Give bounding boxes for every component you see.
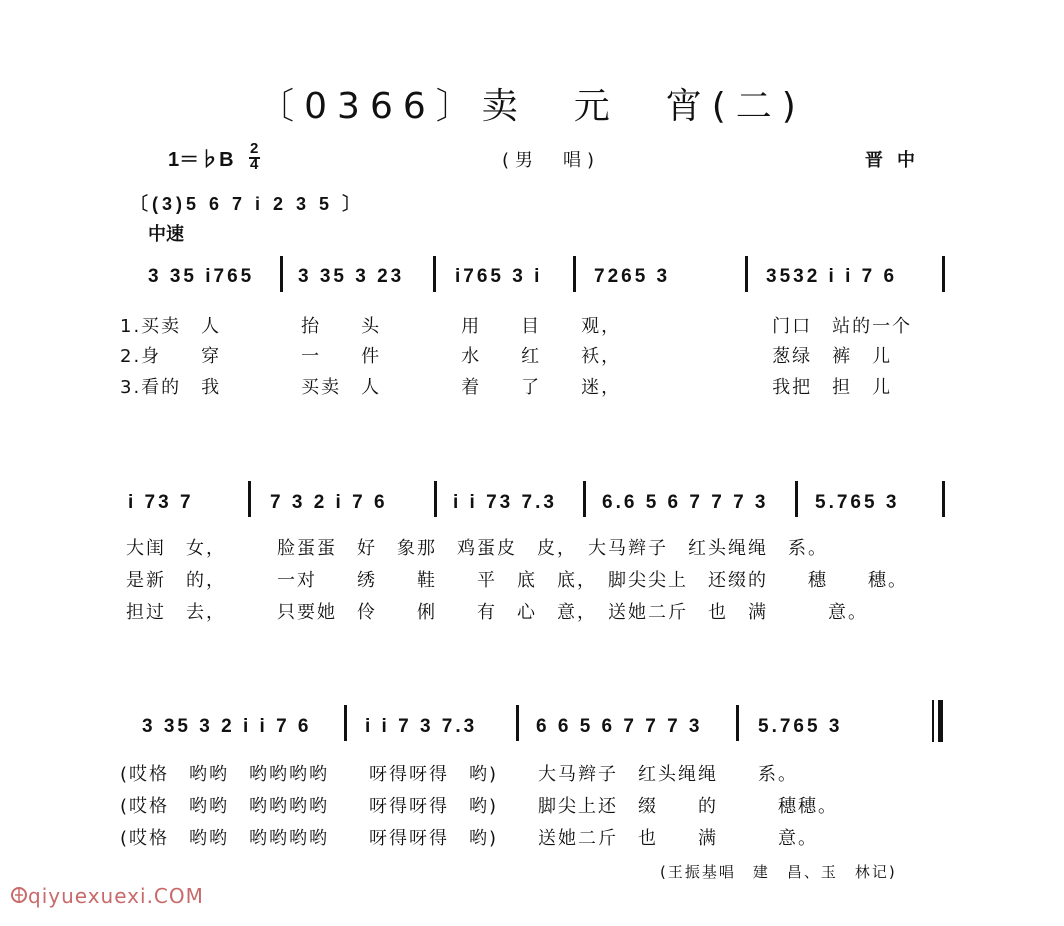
measure: 3 35 3 23 [298, 266, 405, 287]
measure: 7265 3 [594, 266, 671, 287]
watermark-text: qiyuexuexi.COM [28, 884, 204, 908]
lyric-line: 大闺 女， 脸蛋蛋 好 象那 鸡蛋皮 皮， 大马辫子 红头绳绳 系。 [126, 538, 828, 559]
meter-numerator: 2 [250, 140, 259, 157]
lyric-line: 是新 的， 一对 绣 鞋 平 底 底， 脚尖尖上 还缀的 穗 穗。 [126, 570, 908, 591]
measure: 3 35 3 2 i i 7 6 [142, 716, 312, 737]
watermark-logo-icon [10, 884, 28, 906]
barline [516, 705, 519, 741]
barline [942, 481, 945, 517]
key-signature: 1＝♭B [168, 149, 234, 171]
barline [745, 256, 748, 292]
song-title: 〔0366〕卖 元 宵(二) [258, 86, 806, 127]
lyric-line: (哎格 哟哟 哟哟哟哟 呀得呀得 哟) 大马辫子 红头绳绳 系。 [120, 764, 799, 785]
barline [583, 481, 586, 517]
measure: 5.765 3 [815, 492, 900, 513]
measure: i i 7 3 7.3 [365, 716, 478, 737]
barline [736, 705, 739, 741]
region-label: 晋中 [865, 150, 929, 171]
lyric-line: (哎格 哟哟 哟哟哟哟 呀得呀得 哟) 送她二斤 也 满 意。 [120, 828, 819, 849]
barline [280, 256, 283, 292]
measure: i i 73 7.3 [453, 492, 557, 513]
barline [573, 256, 576, 292]
lyric-line: 3.看的 我 买卖 人 着 了 迷， 我把 担 儿 [120, 377, 893, 398]
barline [433, 256, 436, 292]
measure: i 73 7 [128, 492, 194, 513]
lyric-line: (哎格 哟哟 哟哟哟哟 呀得呀得 哟) 脚尖上还 缀 的 穗穗。 [120, 796, 839, 817]
final-barline-thin [932, 700, 934, 742]
measure: 6.6 5 6 7 7 7 3 [602, 492, 769, 513]
barline [344, 705, 347, 741]
measure: 3532 i i 7 6 [766, 266, 898, 287]
lyric-line: 2.身 穿 一 件 水 红 袄， 葱绿 裤 儿 [120, 346, 893, 367]
credit-line: (王振基唱 建 昌、玉 林记) [660, 863, 897, 881]
barline [434, 481, 437, 517]
singer-type: (男 唱) [502, 150, 601, 171]
measure: 7 3 2 i 7 6 [270, 492, 388, 513]
measure: 6 6 5 6 7 7 7 3 [536, 716, 703, 737]
meter-denominator: 4 [250, 156, 259, 173]
barline [248, 481, 251, 517]
prelude-notation: 〔(3)5 6 7 i 2 3 5 〕 [130, 194, 365, 214]
barline [942, 256, 945, 292]
lyric-line: 1.买卖 人 抬 头 用 目 观， 门口 站的一个 [120, 316, 913, 337]
tempo-marking: 中速 [148, 224, 184, 245]
measure: 3 35 i765 [148, 266, 255, 287]
final-barline-thick [938, 700, 943, 742]
barline [795, 481, 798, 517]
measure: 5.765 3 [758, 716, 843, 737]
measure: i765 3 i [455, 266, 543, 287]
lyric-line: 担过 去， 只要她 伶 俐 有 心 意， 送她二斤 也 满 意。 [126, 602, 868, 623]
